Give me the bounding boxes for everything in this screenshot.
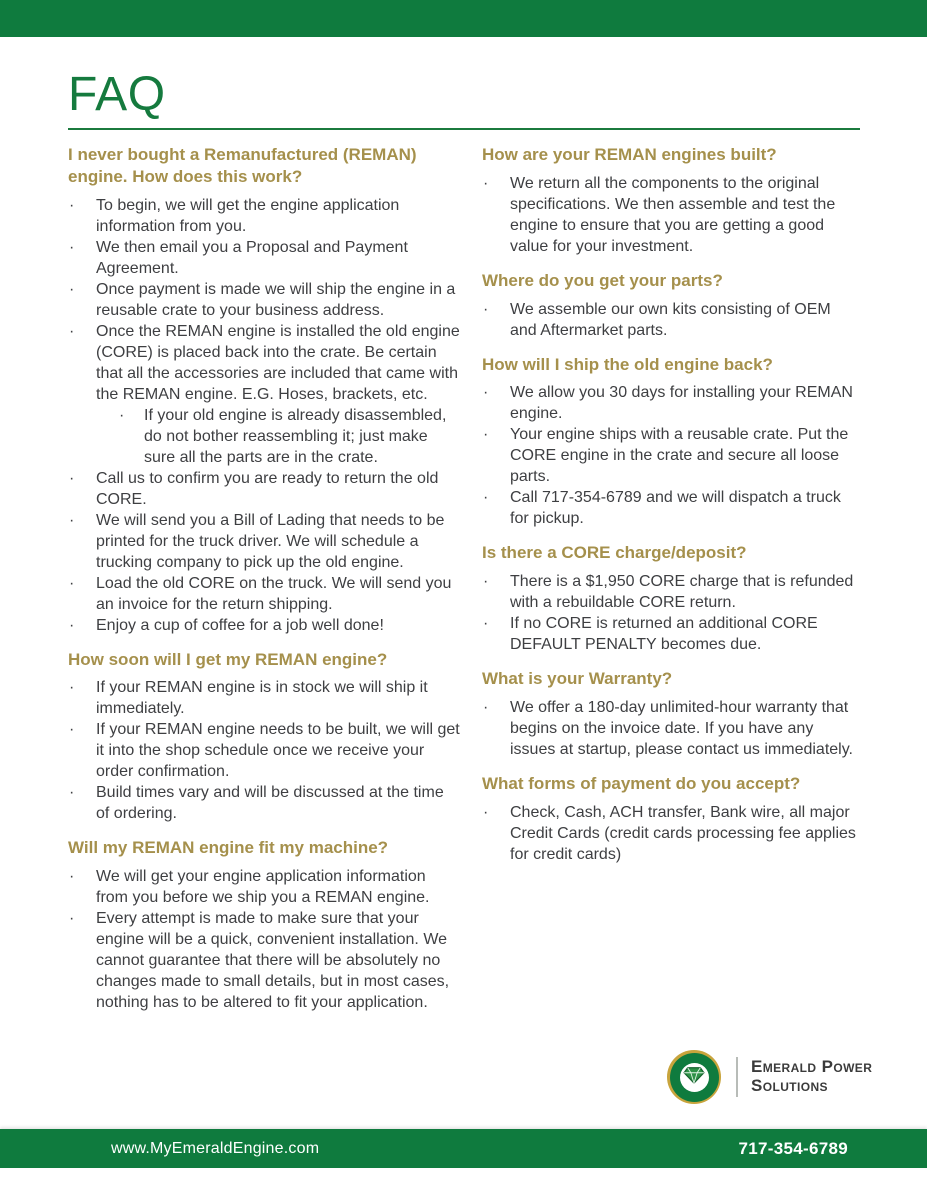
footer-phone: 717-354-6789 — [738, 1138, 848, 1158]
faq-answer-item — [482, 173, 860, 257]
faq-answer-item — [482, 697, 860, 760]
logo-badge — [667, 1050, 721, 1104]
faq-sub-answer-text: If your old engine is already disassembled, do not bother reassembling it; just make sure all the parts are in the crate. — [144, 406, 447, 466]
faq-answer-text: Build times vary and will be discussed at the time of ordering. — [96, 784, 444, 823]
faq-answer-item — [68, 866, 460, 908]
faq-question: What forms of payment do you accept? — [482, 773, 801, 793]
faq-section — [482, 773, 860, 865]
faq-answer-text: Check, Cash, ACH transfer, Bank wire, all major Credit Cards (credit cards processing fee applies for credit cards) — [510, 803, 856, 863]
footer-website: www.MyEmeraldEngine.com — [111, 1139, 320, 1157]
faq-question: Is there a CORE charge/deposit? — [482, 543, 747, 563]
faq-answer-list — [68, 195, 460, 636]
faq-question: How will I ship the old engine back? — [482, 354, 773, 374]
faq-answer-text: Load the old CORE on the truck. We will send you an invoice for the return shipping. — [96, 574, 452, 613]
faq-answer-item — [482, 487, 860, 529]
faq-answer-text: Once payment is made we will ship the engine in a reusable crate to your business address. — [96, 280, 456, 319]
faq-answer-list — [482, 802, 860, 865]
faq-answer-text: We assemble our own kits consisting of OEM and Aftermarket parts. — [510, 300, 831, 339]
faq-question: Will my REMAN engine fit my machine? — [68, 838, 389, 858]
faq-answer-text: Every attempt is made to make sure that your engine will be a quick, convenient installation. We cannot guarantee that there will be absolutely no changes made to small details, but in most cases, nothing has to be altered to fit your application. — [96, 910, 450, 1011]
faq-answer-item — [482, 571, 860, 613]
faq-answer-item — [68, 468, 460, 510]
faq-section — [68, 144, 460, 636]
faq-answer-item — [68, 573, 460, 615]
faq-answer-text: Enjoy a cup of coffee for a job well done! — [96, 616, 384, 634]
footer-bar — [0, 1129, 927, 1168]
logo-company-name — [751, 1058, 872, 1095]
faq-answer-item — [68, 510, 460, 573]
faq-answer-list — [68, 866, 460, 1013]
faq-answer-text: We will send you a Bill of Lading that needs to be printed for the truck driver. We will schedule a trucking company to pick up the old engine. — [96, 511, 445, 571]
faq-answer-list — [482, 697, 860, 760]
faq-section — [68, 649, 460, 825]
faq-section — [482, 144, 860, 257]
title-rule — [68, 128, 860, 130]
top-accent-bar — [0, 0, 927, 37]
faq-answer-list — [482, 382, 860, 529]
faq-answer-list — [482, 571, 860, 655]
faq-answer-text: There is a $1,950 CORE charge that is refunded with a rebuildable CORE return. — [510, 573, 854, 611]
faq-answer-text: If no CORE is returned an additional CORE DEFAULT PENALTY becomes due. — [510, 615, 818, 653]
faq-answer-text: If your REMAN engine is in stock we will ship it immediately. — [96, 679, 428, 718]
faq-sub-answer-item — [117, 405, 460, 468]
faq-answer-list — [482, 173, 860, 257]
page-title: FAQ — [68, 68, 166, 121]
faq-column-right — [482, 144, 860, 1013]
faq-answer-item — [68, 237, 460, 279]
faq-question: What is your Warranty? — [482, 669, 673, 688]
faq-answer-text: Call 717-354-6789 and we will dispatch a truck for pickup. — [510, 489, 841, 528]
faq-section — [482, 542, 860, 655]
faq-answer-item — [68, 321, 460, 468]
faq-sub-answer-list — [96, 405, 460, 468]
faq-answer-text: To begin, we will get the engine application information from you. — [96, 196, 400, 235]
faq-answer-item — [482, 299, 860, 341]
faq-answer-list — [482, 299, 860, 341]
faq-answer-text: Your engine ships with a reusable crate. Put the CORE engine in the crate and secure all loose parts. — [510, 426, 849, 486]
faq-answer-item — [482, 424, 860, 487]
faq-section — [482, 668, 860, 760]
logo-name-line2: Solutions — [751, 1076, 828, 1095]
faq-answer-text: Once the REMAN engine is installed the old engine (CORE) is placed back into the crate. Be certain that all the accessories are included that came with the REMAN engine. E.G. Hoses, brackets, etc. — [96, 322, 460, 403]
faq-question: Where do you get your parts? — [482, 270, 723, 290]
faq-columns — [68, 144, 860, 1013]
faq-question: I never bought a Remanufactured (REMAN) engine. How does this work? — [68, 145, 417, 186]
faq-question: How soon will I get my REMAN engine? — [68, 649, 388, 669]
faq-answer-list — [68, 677, 460, 824]
faq-section — [482, 270, 860, 341]
faq-column-left — [68, 144, 460, 1013]
logo-badge-white-center — [680, 1063, 709, 1092]
faq-answer-item — [482, 613, 860, 655]
faq-answer-item — [482, 802, 860, 865]
faq-answer-text: Call us to confirm you are ready to return the old CORE. — [96, 469, 439, 508]
faq-answer-text: We then email you a Proposal and Payment Agreement. — [96, 238, 408, 277]
faq-answer-item — [68, 615, 460, 636]
logo-badge-green-ring — [670, 1053, 719, 1102]
faq-answer-text: We offer a 180-day unlimited-hour warranty that begins on the invoice date. If you have any issues at startup, please contact us immediately. — [510, 698, 853, 758]
faq-answer-text: We allow you 30 days for installing your REMAN engine. — [510, 384, 853, 423]
faq-answer-text: We will get your engine application information from you before we ship you a REMAN engine. — [96, 868, 430, 906]
logo-name-line1: Emerald Power — [751, 1057, 873, 1077]
faq-question: How are your REMAN engines built? — [482, 145, 777, 164]
faq-answer-text: If your REMAN engine needs to be built, we will get it into the shop schedule once we receive your order confirmation. — [96, 721, 460, 781]
faq-answer-item — [68, 782, 460, 824]
faq-answer-text: We return all the components to the original specifications. We then assemble and test the engine to ensure that you are getting a good value for your investment. — [510, 174, 836, 255]
faq-answer-item — [68, 719, 460, 782]
faq-answer-item — [68, 195, 460, 237]
company-logo — [667, 1050, 872, 1104]
faq-answer-item — [482, 382, 860, 424]
faq-answer-item — [68, 279, 460, 321]
faq-answer-item — [68, 677, 460, 719]
page-content — [68, 37, 860, 1013]
faq-answer-item — [68, 908, 460, 1013]
faq-section — [68, 837, 460, 1013]
logo-divider — [736, 1057, 738, 1097]
faq-section — [482, 354, 860, 530]
emerald-gem-icon — [683, 1066, 705, 1089]
